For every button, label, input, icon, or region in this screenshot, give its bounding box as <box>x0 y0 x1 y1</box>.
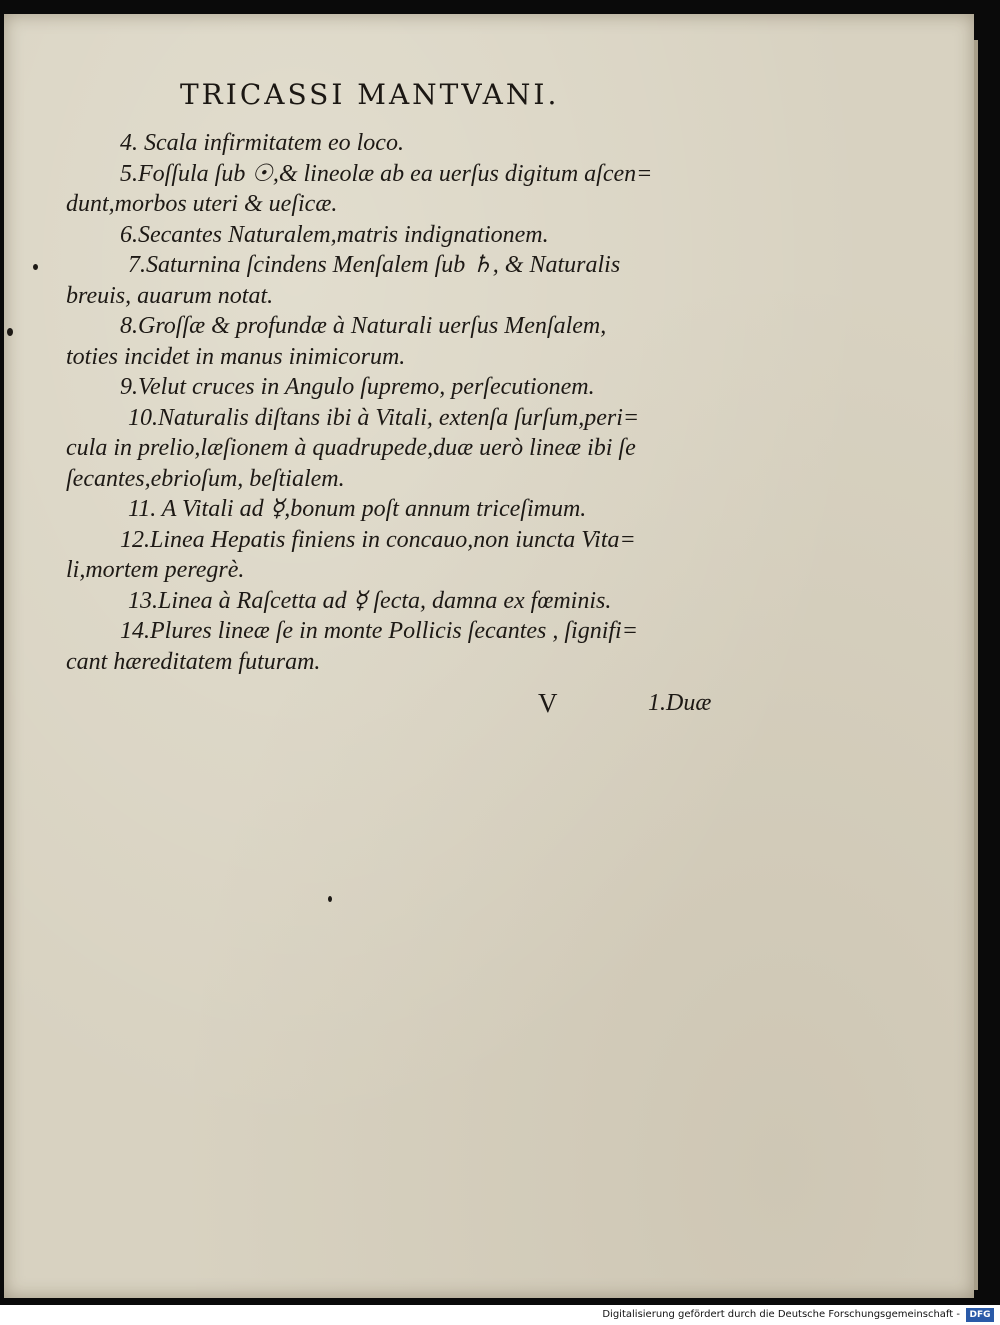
text-line: toties incidet in manus inimicorum. <box>66 343 406 370</box>
text-line: 10.Naturalis diſtans ibi à Vitali, extenſa ſurſum,peri= <box>128 404 640 431</box>
text-line: cula in prelio,læſionem à quadrupede,duæ uerò lineæ ibi ſe <box>66 435 636 461</box>
signature-mark: V <box>538 688 558 718</box>
text-line: 11. A Vitali ad ☿,bonum poſt annum triceſimum. <box>128 496 587 522</box>
text-line: 13.Linea à Raſcetta ad ☿ ſecta, damna ex fœminis. <box>128 587 612 614</box>
text-line: 14.Plures lineæ ſe in monte Pollicis ſecantes , ſignifi= <box>120 618 638 644</box>
ink-speck <box>328 896 332 902</box>
dfg-logo: DFG <box>966 1308 994 1322</box>
text-line: dunt,morbos uteri & ueſicæ. <box>66 191 338 217</box>
text-line: 5.Foſſula ſub ☉,& lineolæ ab ea uerſus digitum aſcen= <box>120 160 653 187</box>
page-edge <box>974 40 978 1290</box>
text-line: 12.Linea Hepatis finiens in concauo,non iuncta Vita= <box>120 526 636 553</box>
text-line: cant hæreditatem futuram. <box>66 648 321 675</box>
catchword: 1.Duæ <box>648 690 712 716</box>
running-header: TRICASSI MANTVANI. <box>180 78 560 111</box>
text-line: 4. Scala infirmitatem eo loco. <box>120 130 404 156</box>
text-line: 6.Secantes Naturalem,matris indignationem. <box>120 221 549 248</box>
text-line: 9.Velut cruces in Angulo ſupremo, perſecutionem. <box>120 374 595 400</box>
text-line: 7.Saturnina ſcindens Menſalem ſub ♄, & Naturalis <box>128 252 621 278</box>
text-line: li,mortem peregrè. <box>66 557 245 583</box>
ink-speck <box>7 328 13 336</box>
page-text <box>66 128 736 677</box>
text-line: breuis, auarum notat. <box>66 282 274 309</box>
text-line: 8.Groſſæ & profundæ à Naturali uerſus Menſalem, <box>120 313 607 339</box>
text-line: ſecantes,ebrioſum, beſtialem. <box>66 465 345 492</box>
ink-speck <box>33 264 38 270</box>
funding-credit: Digitalisierung gefördert durch die Deutsche Forschungsgemeinschaft - <box>602 1309 960 1320</box>
